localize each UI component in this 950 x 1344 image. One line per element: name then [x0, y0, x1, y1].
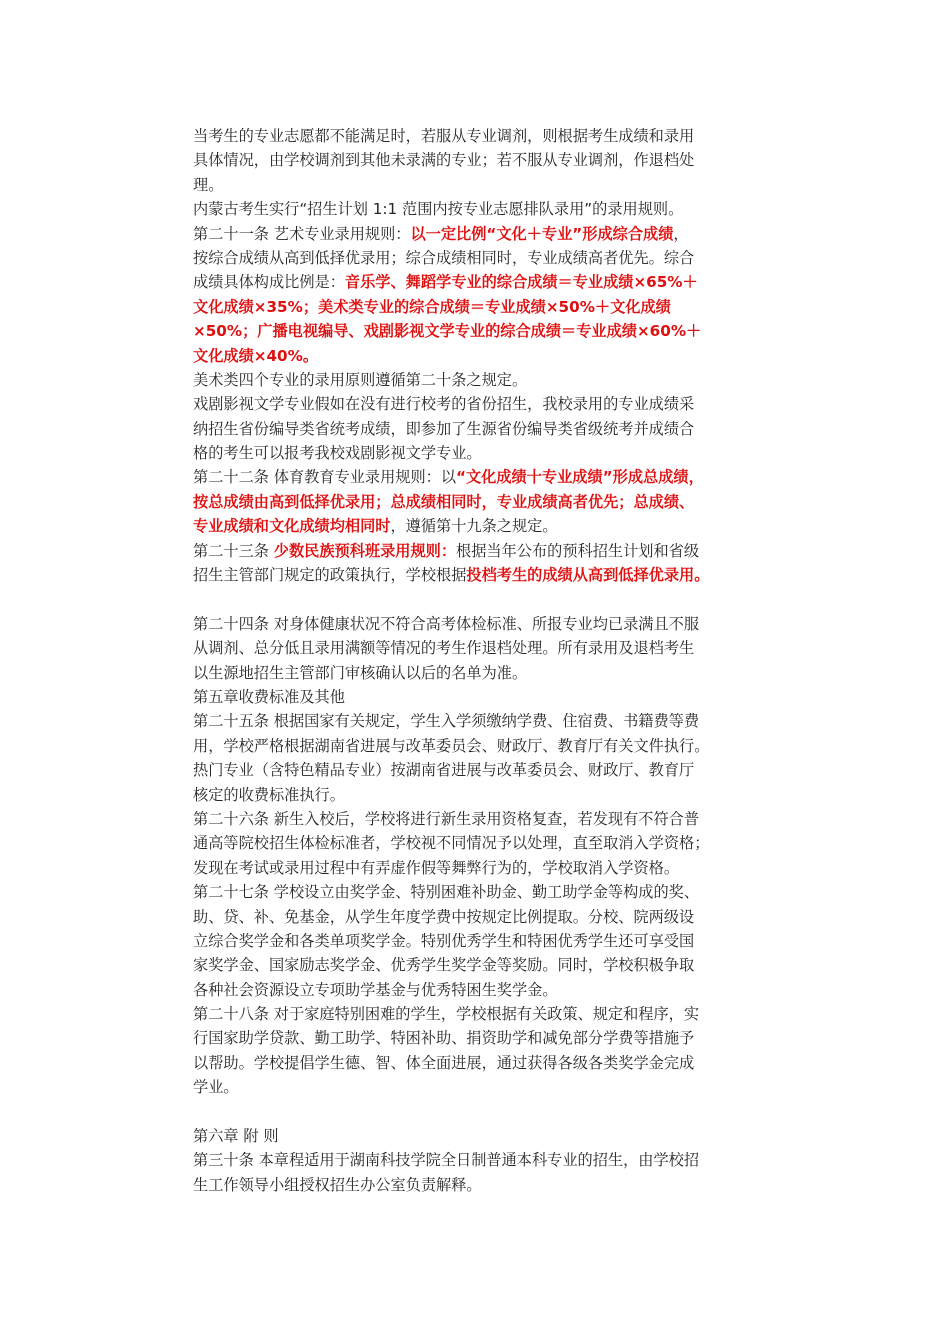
text-line — [193, 807, 773, 831]
highlighted-text: ×50%；广播电视编导、戏剧影视文学专业的综合成绩＝专业成绩×60%＋ — [193, 322, 702, 341]
text-segment: 各种社会资源设立专项助学基金与优秀特困生奖学金。 — [193, 980, 558, 999]
text-line — [193, 758, 773, 782]
text-line — [193, 417, 773, 441]
text-line — [193, 539, 773, 563]
text-segment: 立综合奖学金和各类单项奖学金。特别优秀学生和特困优秀学生还可享受国 — [193, 931, 695, 950]
text-segment: 通高等院校招生体检标准者，学校视不同情况予以处理，直至取消入学资格； — [193, 834, 710, 853]
text-segment: 以生源地招生主管部门审核确认以后的名单为准。 — [193, 663, 528, 682]
text-segment: 理。 — [193, 175, 224, 194]
text-segment: 内蒙古考生实行“招生计划 1:1 范围内按专业志愿排队录用”的录用规则。 — [193, 200, 684, 219]
text-segment: 学业。 — [193, 1078, 239, 1097]
text-line — [193, 1173, 773, 1197]
text-line — [193, 856, 773, 880]
text-line — [193, 783, 773, 807]
text-line — [193, 124, 773, 148]
text-line — [193, 392, 773, 416]
text-segment: 第六章 附 则 — [193, 1127, 279, 1146]
text-segment: 核定的收费标准执行。 — [193, 785, 345, 804]
text-line — [193, 636, 773, 660]
text-segment: 第二十四条 对身体健康状况不符合高考体检标准、所报专业均已录满且不服 — [193, 614, 700, 633]
text-segment: 成绩具体构成比例是： — [193, 273, 345, 292]
text-line — [193, 270, 773, 294]
highlighted-text: 以一定比例“文化＋专业”形成综合成绩 — [410, 224, 674, 243]
text-segment: 美术类四个专业的录用原则遵循第二十条之规定。 — [193, 370, 528, 389]
text-segment: ，遵循第十九条之规定。 — [390, 517, 558, 536]
text-line — [193, 905, 773, 929]
text-line — [193, 344, 773, 368]
text-line — [193, 295, 773, 319]
text-line — [193, 197, 773, 221]
text-line — [193, 978, 773, 1002]
text-line — [193, 612, 773, 636]
text-line — [193, 661, 773, 685]
text-line — [193, 709, 773, 733]
blank-line — [193, 587, 773, 611]
text-line — [193, 514, 773, 538]
blank-line — [193, 1100, 773, 1124]
text-segment: 生工作领导小组授权招生办公室负责解释。 — [193, 1175, 482, 1194]
highlighted-text: 音乐学、舞蹈学专业的综合成绩＝专业成绩×65%＋ — [344, 273, 698, 292]
text-segment: 第二十一条 艺术专业录用规则： — [193, 224, 411, 243]
text-segment: 当考生的专业志愿都不能满足时，若服从专业调剂，则根据考生成绩和录用 — [193, 127, 695, 145]
text-line — [193, 1075, 773, 1099]
text-segment: 助、贷、补、免基金，从学生年度学费中按规定比例提取。分校、院两级设 — [193, 907, 695, 926]
text-segment: 第五章收费标准及其他 — [193, 687, 345, 706]
text-line — [193, 148, 773, 172]
text-segment: 以帮助。学校提倡学生德、智、体全面进展，通过获得各级各类奖学金完成 — [193, 1053, 695, 1072]
highlighted-text: 按总成绩由高到低择优录用；总成绩相同时，专业成绩高者优先；总成绩、 — [193, 492, 695, 511]
text-segment: 第二十三条 — [193, 541, 274, 560]
text-line — [193, 490, 773, 514]
text-line — [193, 929, 773, 953]
highlighted-text: 专业成绩和文化成绩均相同时 — [193, 517, 391, 536]
text-line — [193, 246, 773, 270]
text-segment: 从调剂、总分低且录用满额等情况的考生作退档处理。所有录用及退档考生 — [193, 639, 695, 658]
text-line — [193, 831, 773, 855]
text-line — [193, 1002, 773, 1026]
text-segment: 行国家助学贷款、勤工助学、特困补助、捐资助学和减免部分学费等措施予 — [193, 1029, 695, 1048]
text-segment: 家奖学金、国家励志奖学金、优秀学生奖学金等奖励。同时，学校积极争取 — [193, 956, 695, 975]
text-line — [193, 1124, 773, 1148]
highlighted-text: 文化成绩×40%。 — [193, 346, 319, 365]
text-segment: ， — [673, 224, 689, 243]
text-segment: 按综合成绩从高到低择优录用；综合成绩相同时，专业成绩高者优先。综合 — [193, 248, 695, 267]
text-segment: 热门专业（含特色精品专业）按湖南省进展与改革委员会、财政厅、教育厅 — [193, 761, 695, 780]
text-segment: 第三十条 本章程适用于湖南科技学院全日制普通本科专业的招生，由学校招 — [193, 1151, 700, 1170]
text-segment: 格的考生可以报考我校戏剧影视文学专业。 — [193, 444, 482, 463]
highlighted-text: “文化成绩十专业成绩”形成总成绩， — [456, 468, 704, 487]
text-segment: 第二十二条 体育教育专业录用规则：以 — [193, 468, 457, 487]
text-line — [193, 563, 773, 587]
text-segment: 具体情况，由学校调剂到其他未录满的专业；若不服从专业调剂，作退档处 — [193, 151, 695, 170]
text-line — [193, 319, 773, 343]
text-segment: 发现在考试或录用过程中有弄虚作假等舞弊行为的，学校取消入学资格。 — [193, 858, 679, 877]
text-line — [193, 1026, 773, 1050]
text-line — [193, 1051, 773, 1075]
text-line — [193, 173, 773, 197]
document-body — [193, 124, 773, 1197]
text-segment: 第二十七条 学校设立由奖学金、特别困难补助金、勤工助学金等构成的奖、 — [193, 883, 700, 902]
text-segment: 第二十六条 新生入校后，学校将进行新生录用资格复查，若发现有不符合普 — [193, 809, 700, 828]
text-line — [193, 734, 773, 758]
text-line — [193, 222, 773, 246]
text-line — [193, 953, 773, 977]
text-line — [193, 368, 773, 392]
text-segment: 第二十五条 根据国家有关规定，学生入学须缴纳学费、住宿费、书籍费等费 — [193, 712, 700, 731]
text-line — [193, 465, 773, 489]
highlighted-text: 投档考生的成绩从高到低择优录用。 — [466, 566, 710, 585]
text-line — [193, 1148, 773, 1172]
text-segment: 用，学校严格根据湖南省进展与改革委员会、财政厅、教育厅有关文件执行。 — [193, 736, 710, 755]
text-line — [193, 685, 773, 709]
text-segment: 第二十八条 对于家庭特别困难的学生，学校根据有关政策、规定和程序，实 — [193, 1005, 700, 1024]
text-segment: 戏剧影视文学专业假如在没有进行校考的省份招生，我校录用的专业成绩采 — [193, 395, 695, 414]
highlighted-text: 文化成绩×35%；美术类专业的综合成绩＝专业成绩×50%＋文化成绩 — [193, 297, 671, 316]
text-segment: 根据当年公布的预科招生计划和省级 — [456, 541, 700, 560]
text-segment: 招生主管部门规定的政策执行，学校根据 — [193, 566, 467, 585]
text-line — [193, 441, 773, 465]
text-line — [193, 880, 773, 904]
highlighted-text: 少数民族预科班录用规则： — [273, 541, 457, 560]
text-segment: 纳招生省份编导类省统考成绩，即参加了生源省份编导类省级统考并成绩合 — [193, 419, 695, 438]
